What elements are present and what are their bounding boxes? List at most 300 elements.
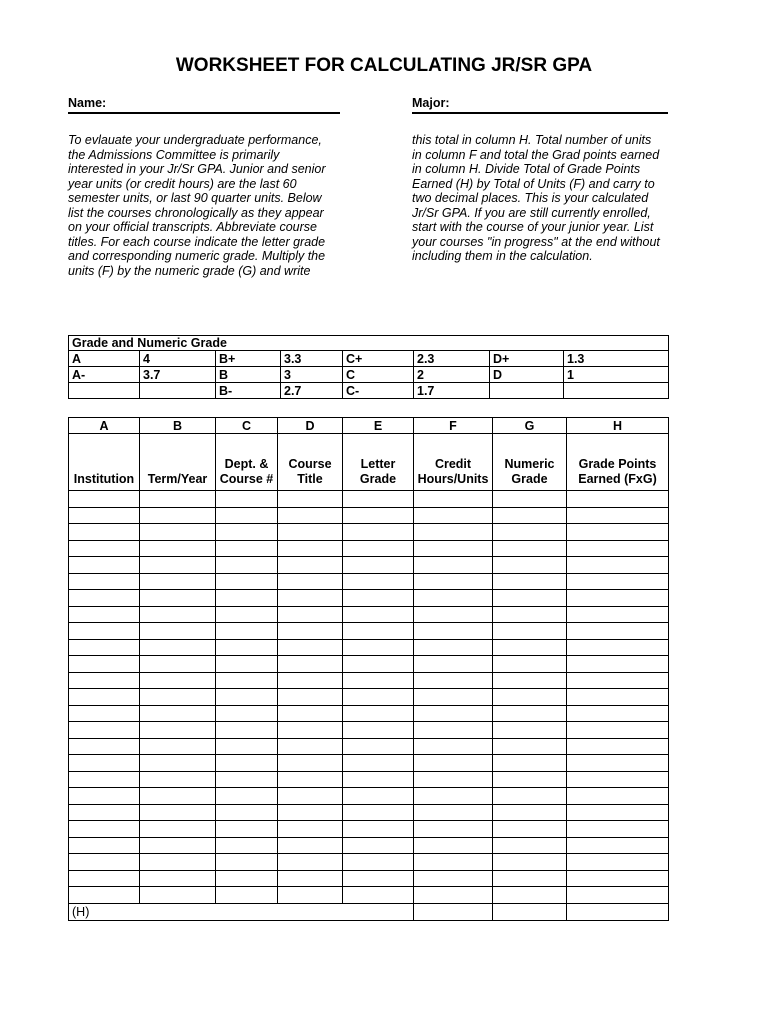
entry-cell[interactable] [216, 540, 278, 557]
column-letter-row [69, 418, 669, 434]
entry-cell[interactable] [278, 507, 343, 524]
entry-cell[interactable] [567, 821, 669, 838]
entry-cell[interactable] [216, 507, 278, 524]
entry-cell[interactable] [140, 804, 216, 821]
entry-cell[interactable] [278, 656, 343, 673]
entry-cell[interactable] [343, 804, 414, 821]
entry-cell[interactable] [414, 540, 493, 557]
entry-cell[interactable] [343, 557, 414, 574]
numeric-grade-cell: 1 [564, 367, 669, 383]
letter-grade-cell: B [216, 367, 281, 383]
entry-cell[interactable] [216, 524, 278, 541]
numeric-grade-cell: 4 [140, 351, 216, 367]
entry-cell[interactable] [278, 755, 343, 772]
page-title: WORKSHEET FOR CALCULATING JR/SR GPA [175, 55, 593, 76]
letter-grade-cell: D [490, 367, 564, 383]
entry-cell[interactable] [216, 656, 278, 673]
entry-cell[interactable] [343, 837, 414, 854]
entry-cell[interactable] [343, 656, 414, 673]
entry-cell[interactable] [493, 540, 567, 557]
total-cell[interactable] [493, 903, 567, 920]
entry-cell[interactable] [567, 689, 669, 706]
entry-cell[interactable] [493, 491, 567, 508]
table-row [69, 837, 669, 854]
total-row [69, 903, 669, 920]
column-header-line: Course # [219, 472, 274, 486]
name-field[interactable] [68, 96, 340, 114]
entry-cell[interactable] [216, 689, 278, 706]
entry-cell[interactable] [278, 639, 343, 656]
table-row [69, 738, 669, 755]
entry-cell[interactable] [343, 854, 414, 871]
entry-cell[interactable] [216, 821, 278, 838]
entry-cell[interactable] [140, 870, 216, 887]
entry-cell[interactable] [69, 722, 140, 739]
entry-cell[interactable] [216, 639, 278, 656]
entry-cell[interactable] [278, 491, 343, 508]
entry-cell[interactable] [216, 738, 278, 755]
entry-cell[interactable] [140, 837, 216, 854]
table-row [69, 606, 669, 623]
entry-cell[interactable] [69, 887, 140, 904]
entry-cell[interactable] [140, 590, 216, 607]
numeric-grade-cell: 3 [281, 367, 343, 383]
entry-cell[interactable] [69, 788, 140, 805]
letter-grade-cell: D+ [490, 351, 564, 367]
entry-cell[interactable] [343, 755, 414, 772]
entry-cell[interactable] [343, 705, 414, 722]
entry-cell[interactable] [278, 854, 343, 871]
total-cell[interactable] [567, 903, 669, 920]
entry-cell[interactable] [414, 507, 493, 524]
instruction-line: To evlauate your undergraduate performance, [68, 133, 322, 147]
letter-grade-cell: A- [69, 367, 140, 383]
entry-cell[interactable] [216, 854, 278, 871]
entry-cell[interactable] [343, 540, 414, 557]
column-letter: D [278, 418, 343, 434]
entry-cell[interactable] [567, 656, 669, 673]
numeric-grade-cell [140, 383, 216, 399]
entry-cell[interactable] [493, 788, 567, 805]
entry-cell[interactable] [567, 639, 669, 656]
entry-cell[interactable] [343, 672, 414, 689]
entry-cell[interactable] [278, 870, 343, 887]
entry-cell[interactable] [69, 672, 140, 689]
entry-cell[interactable] [140, 788, 216, 805]
entry-cell[interactable] [567, 672, 669, 689]
entry-cell[interactable] [414, 887, 493, 904]
column-header-line: Grade [359, 472, 397, 486]
instruction-line: including them in the calculation. [412, 249, 593, 263]
letter-grade-cell: C [343, 367, 414, 383]
table-row [69, 524, 669, 541]
entry-cell[interactable] [216, 722, 278, 739]
entry-cell[interactable] [140, 738, 216, 755]
entry-cell[interactable] [140, 524, 216, 541]
entry-cell[interactable] [414, 639, 493, 656]
entry-cell[interactable] [414, 722, 493, 739]
entry-cell[interactable] [278, 837, 343, 854]
entry-cell[interactable] [414, 870, 493, 887]
entry-cell[interactable] [493, 821, 567, 838]
column-letter: B [140, 418, 216, 434]
entry-cell[interactable] [414, 705, 493, 722]
entry-cell[interactable] [343, 887, 414, 904]
entry-cell[interactable] [278, 672, 343, 689]
entry-cell[interactable] [278, 887, 343, 904]
entry-cell[interactable] [493, 639, 567, 656]
entry-cell[interactable] [69, 557, 140, 574]
entry-cell[interactable] [414, 524, 493, 541]
column-header [69, 434, 140, 491]
column-letter: F [414, 418, 493, 434]
entry-cell[interactable] [343, 788, 414, 805]
entry-cell[interactable] [414, 804, 493, 821]
column-header [343, 434, 414, 491]
entry-cell[interactable] [216, 623, 278, 640]
column-letter: H [567, 418, 669, 434]
entry-cell[interactable] [278, 705, 343, 722]
column-header-line: Earned (FxG) [578, 472, 657, 486]
entry-cell[interactable] [216, 771, 278, 788]
entry-cell[interactable] [567, 837, 669, 854]
entry-cell[interactable] [216, 870, 278, 887]
entry-cell[interactable] [414, 656, 493, 673]
table-row [69, 755, 669, 772]
entry-cell[interactable] [343, 590, 414, 607]
entry-cell[interactable] [343, 524, 414, 541]
instruction-line: year units (or credit hours) are the last 60 [68, 176, 297, 191]
entry-cell[interactable] [278, 557, 343, 574]
entry-cell[interactable] [414, 821, 493, 838]
entry-cell[interactable] [493, 870, 567, 887]
entry-cell[interactable] [69, 821, 140, 838]
table-row [69, 788, 669, 805]
entry-cell[interactable] [278, 606, 343, 623]
table-row [69, 639, 669, 656]
entry-cell[interactable] [567, 540, 669, 557]
entry-cell[interactable] [493, 722, 567, 739]
entry-cell[interactable] [343, 606, 414, 623]
entry-cell[interactable] [140, 606, 216, 623]
entry-cell[interactable] [414, 557, 493, 574]
grade-row [69, 367, 669, 383]
entry-cell[interactable] [567, 491, 669, 508]
entry-cell[interactable] [140, 573, 216, 590]
entry-cell[interactable] [493, 507, 567, 524]
instruction-line: your courses "in progress" at the end without [412, 234, 660, 249]
entry-cell[interactable] [69, 573, 140, 590]
entry-cell[interactable] [414, 771, 493, 788]
entry-cell[interactable] [414, 491, 493, 508]
entry-cell[interactable] [493, 656, 567, 673]
column-header-line: Dept. & [224, 457, 269, 471]
column-header [278, 434, 343, 491]
table-row [69, 771, 669, 788]
entry-cell[interactable] [216, 590, 278, 607]
entry-cell[interactable] [493, 837, 567, 854]
entry-cell[interactable] [69, 755, 140, 772]
instruction-line: this total in column H. Total number of units [412, 133, 652, 147]
entry-cell[interactable] [69, 738, 140, 755]
entry-cell[interactable] [567, 887, 669, 904]
entry-cell[interactable] [278, 722, 343, 739]
entry-cell[interactable] [567, 573, 669, 590]
instruction-line: titles. For each course indicate the letter grade [68, 234, 326, 249]
table-row [69, 854, 669, 871]
instruction-line: in column H. Divide Total of Grade Points [412, 162, 641, 176]
entry-cell[interactable] [69, 854, 140, 871]
entry-cell[interactable] [69, 804, 140, 821]
letter-grade-cell: B- [216, 383, 281, 399]
entry-cell[interactable] [493, 755, 567, 772]
entry-cell[interactable] [69, 507, 140, 524]
letter-grade-cell [490, 383, 564, 399]
major-field[interactable] [412, 96, 668, 114]
entry-cell[interactable] [567, 557, 669, 574]
entry-cell[interactable] [140, 705, 216, 722]
instruction-line: Jr/Sr GPA. If you are still currently enrolled, [412, 205, 651, 220]
table-row [69, 540, 669, 557]
table-row [69, 705, 669, 722]
entry-cell[interactable] [278, 573, 343, 590]
table-row [69, 573, 669, 590]
entry-cell[interactable] [140, 540, 216, 557]
entry-cell[interactable] [567, 623, 669, 640]
entry-cell[interactable] [140, 507, 216, 524]
entry-cell[interactable] [493, 804, 567, 821]
column-letter: E [343, 418, 414, 434]
entry-cell[interactable] [69, 656, 140, 673]
entry-cell[interactable] [140, 821, 216, 838]
column-header-row [69, 434, 669, 491]
letter-grade-cell [69, 383, 140, 399]
entry-cell[interactable] [414, 854, 493, 871]
entry-cell[interactable] [140, 771, 216, 788]
letter-grade-cell: A [69, 351, 140, 367]
instruction-line: Earned (H) by Total of Units (F) and carry to [412, 176, 655, 191]
entry-cell[interactable] [69, 524, 140, 541]
entry-cell[interactable] [216, 804, 278, 821]
entry-cell[interactable] [140, 854, 216, 871]
entry-cell[interactable] [493, 689, 567, 706]
entry-cell[interactable] [140, 887, 216, 904]
column-header-line: Numeric [504, 457, 555, 471]
entry-cell[interactable] [493, 738, 567, 755]
entry-cell[interactable] [278, 623, 343, 640]
instruction-line: units (F) by the numeric grade (G) and write [68, 263, 311, 278]
entry-cell[interactable] [493, 590, 567, 607]
entry-cell[interactable] [216, 491, 278, 508]
entry-cell[interactable] [278, 738, 343, 755]
entry-cell[interactable] [567, 870, 669, 887]
entry-cell[interactable] [69, 606, 140, 623]
instructions-right [412, 133, 682, 264]
entry-cell[interactable] [140, 491, 216, 508]
entry-cell[interactable] [140, 656, 216, 673]
entry-cell[interactable] [414, 738, 493, 755]
instruction-line: list the courses chronologically as they appear [68, 205, 324, 220]
entry-cell[interactable] [140, 722, 216, 739]
instruction-line: interested in your Jr/Sr GPA. Junior and senior [68, 162, 326, 176]
entry-cell[interactable] [343, 821, 414, 838]
numeric-grade-cell: 2.7 [281, 383, 343, 399]
entry-cell[interactable] [343, 689, 414, 706]
instruction-line: start with the course of your junior year. List [412, 220, 654, 234]
entry-cell[interactable] [140, 623, 216, 640]
entry-cell[interactable] [69, 705, 140, 722]
entry-cell[interactable] [493, 557, 567, 574]
entry-cell[interactable] [69, 623, 140, 640]
entry-cell[interactable] [567, 524, 669, 541]
entry-cell[interactable] [278, 689, 343, 706]
entry-cell[interactable] [278, 590, 343, 607]
entry-cell[interactable] [414, 606, 493, 623]
entry-cell[interactable] [414, 623, 493, 640]
entry-cell[interactable] [567, 804, 669, 821]
table-row [69, 491, 669, 508]
entry-cell[interactable] [567, 854, 669, 871]
entry-cell[interactable] [278, 788, 343, 805]
column-header [140, 434, 216, 491]
table-row [69, 804, 669, 821]
entry-cell[interactable] [216, 606, 278, 623]
entry-cell[interactable] [567, 705, 669, 722]
entry-cell[interactable] [140, 672, 216, 689]
entry-cell[interactable] [216, 788, 278, 805]
entry-cell[interactable] [567, 507, 669, 524]
grade-row [69, 383, 669, 399]
entry-cell[interactable] [140, 689, 216, 706]
entry-cell[interactable] [493, 854, 567, 871]
entry-cell[interactable] [278, 524, 343, 541]
column-header [216, 434, 278, 491]
entry-cell[interactable] [216, 573, 278, 590]
entry-cell[interactable] [343, 722, 414, 739]
numeric-grade-cell [564, 383, 669, 399]
instruction-line: the Admissions Committee is primarily [68, 147, 280, 162]
entry-cell[interactable] [414, 573, 493, 590]
letter-grade-cell: C+ [343, 351, 414, 367]
entry-cell[interactable] [493, 573, 567, 590]
entry-cell[interactable] [567, 590, 669, 607]
entry-cell[interactable] [69, 491, 140, 508]
column-letter: A [69, 418, 140, 434]
entry-cell[interactable] [414, 689, 493, 706]
entry-cell[interactable] [493, 623, 567, 640]
instruction-line: in column F and total the Grad points earned [412, 147, 660, 162]
entry-cell[interactable] [216, 705, 278, 722]
grade-row [69, 351, 669, 367]
numeric-grade-cell: 2.3 [414, 351, 490, 367]
entry-cell[interactable] [69, 590, 140, 607]
entry-cell[interactable] [343, 870, 414, 887]
numeric-grade-cell: 2 [414, 367, 490, 383]
entry-cell[interactable] [69, 870, 140, 887]
column-header-line: Term/Year [147, 472, 208, 486]
entry-cell[interactable] [278, 804, 343, 821]
entry-cell[interactable] [278, 540, 343, 557]
entry-cell[interactable] [69, 689, 140, 706]
entry-cell[interactable] [69, 837, 140, 854]
table-row [69, 722, 669, 739]
total-cell[interactable] [414, 903, 493, 920]
entry-cell[interactable] [414, 788, 493, 805]
entry-cell[interactable] [140, 557, 216, 574]
entry-cell[interactable] [140, 755, 216, 772]
entry-cell[interactable] [493, 887, 567, 904]
entry-cell[interactable] [343, 491, 414, 508]
column-header-line: Grade [511, 472, 548, 486]
table-row [69, 887, 669, 904]
entry-cell[interactable] [414, 755, 493, 772]
entry-cell[interactable] [216, 755, 278, 772]
entry-cell[interactable] [343, 573, 414, 590]
column-header-line: Title [297, 472, 323, 486]
entry-cell[interactable] [343, 738, 414, 755]
entry-cell[interactable] [493, 771, 567, 788]
entry-cell[interactable] [69, 771, 140, 788]
entry-cell[interactable] [216, 837, 278, 854]
numeric-grade-cell: 1.7 [414, 383, 490, 399]
grade-table-header: Grade and Numeric Grade [69, 336, 669, 351]
column-header-line: Credit [434, 457, 472, 471]
column-letter: C [216, 418, 278, 434]
letter-grade-cell: B+ [216, 351, 281, 367]
table-row [69, 557, 669, 574]
entry-cell[interactable] [567, 788, 669, 805]
column-letter: G [493, 418, 567, 434]
instruction-line: two decimal places. This is your calculated [412, 191, 649, 205]
entry-cell[interactable] [567, 771, 669, 788]
entry-cell[interactable] [278, 771, 343, 788]
entry-cell[interactable] [216, 557, 278, 574]
entry-cell[interactable] [216, 672, 278, 689]
entry-cell[interactable] [140, 639, 216, 656]
entry-cell[interactable] [343, 507, 414, 524]
entry-cell[interactable] [414, 672, 493, 689]
column-header-line: Hours/Units [417, 472, 489, 486]
entry-cell[interactable] [69, 540, 140, 557]
entry-cell[interactable] [414, 590, 493, 607]
name-label: Name: [68, 96, 107, 110]
entry-cell[interactable] [216, 887, 278, 904]
instruction-line: and corresponding numeric grade. Multiply the [68, 249, 326, 263]
letter-grade-cell: C- [343, 383, 414, 399]
entry-cell[interactable] [278, 821, 343, 838]
entry-cell[interactable] [343, 623, 414, 640]
entry-cell[interactable] [493, 672, 567, 689]
numeric-grade-cell: 3.7 [140, 367, 216, 383]
entry-cell[interactable] [414, 837, 493, 854]
entry-cell[interactable] [493, 705, 567, 722]
entry-cell[interactable] [343, 771, 414, 788]
numeric-grade-cell: 1.3 [564, 351, 669, 367]
entry-cell[interactable] [567, 606, 669, 623]
entry-cell[interactable] [493, 524, 567, 541]
table-row [69, 656, 669, 673]
entry-cell[interactable] [69, 639, 140, 656]
entry-cell[interactable] [493, 606, 567, 623]
table-row [69, 623, 669, 640]
table-row [69, 870, 669, 887]
entry-cell[interactable] [343, 639, 414, 656]
table-row [69, 689, 669, 706]
column-header [414, 434, 493, 491]
entry-cell[interactable] [567, 722, 669, 739]
entry-cell[interactable] [567, 738, 669, 755]
entry-cell[interactable] [567, 755, 669, 772]
